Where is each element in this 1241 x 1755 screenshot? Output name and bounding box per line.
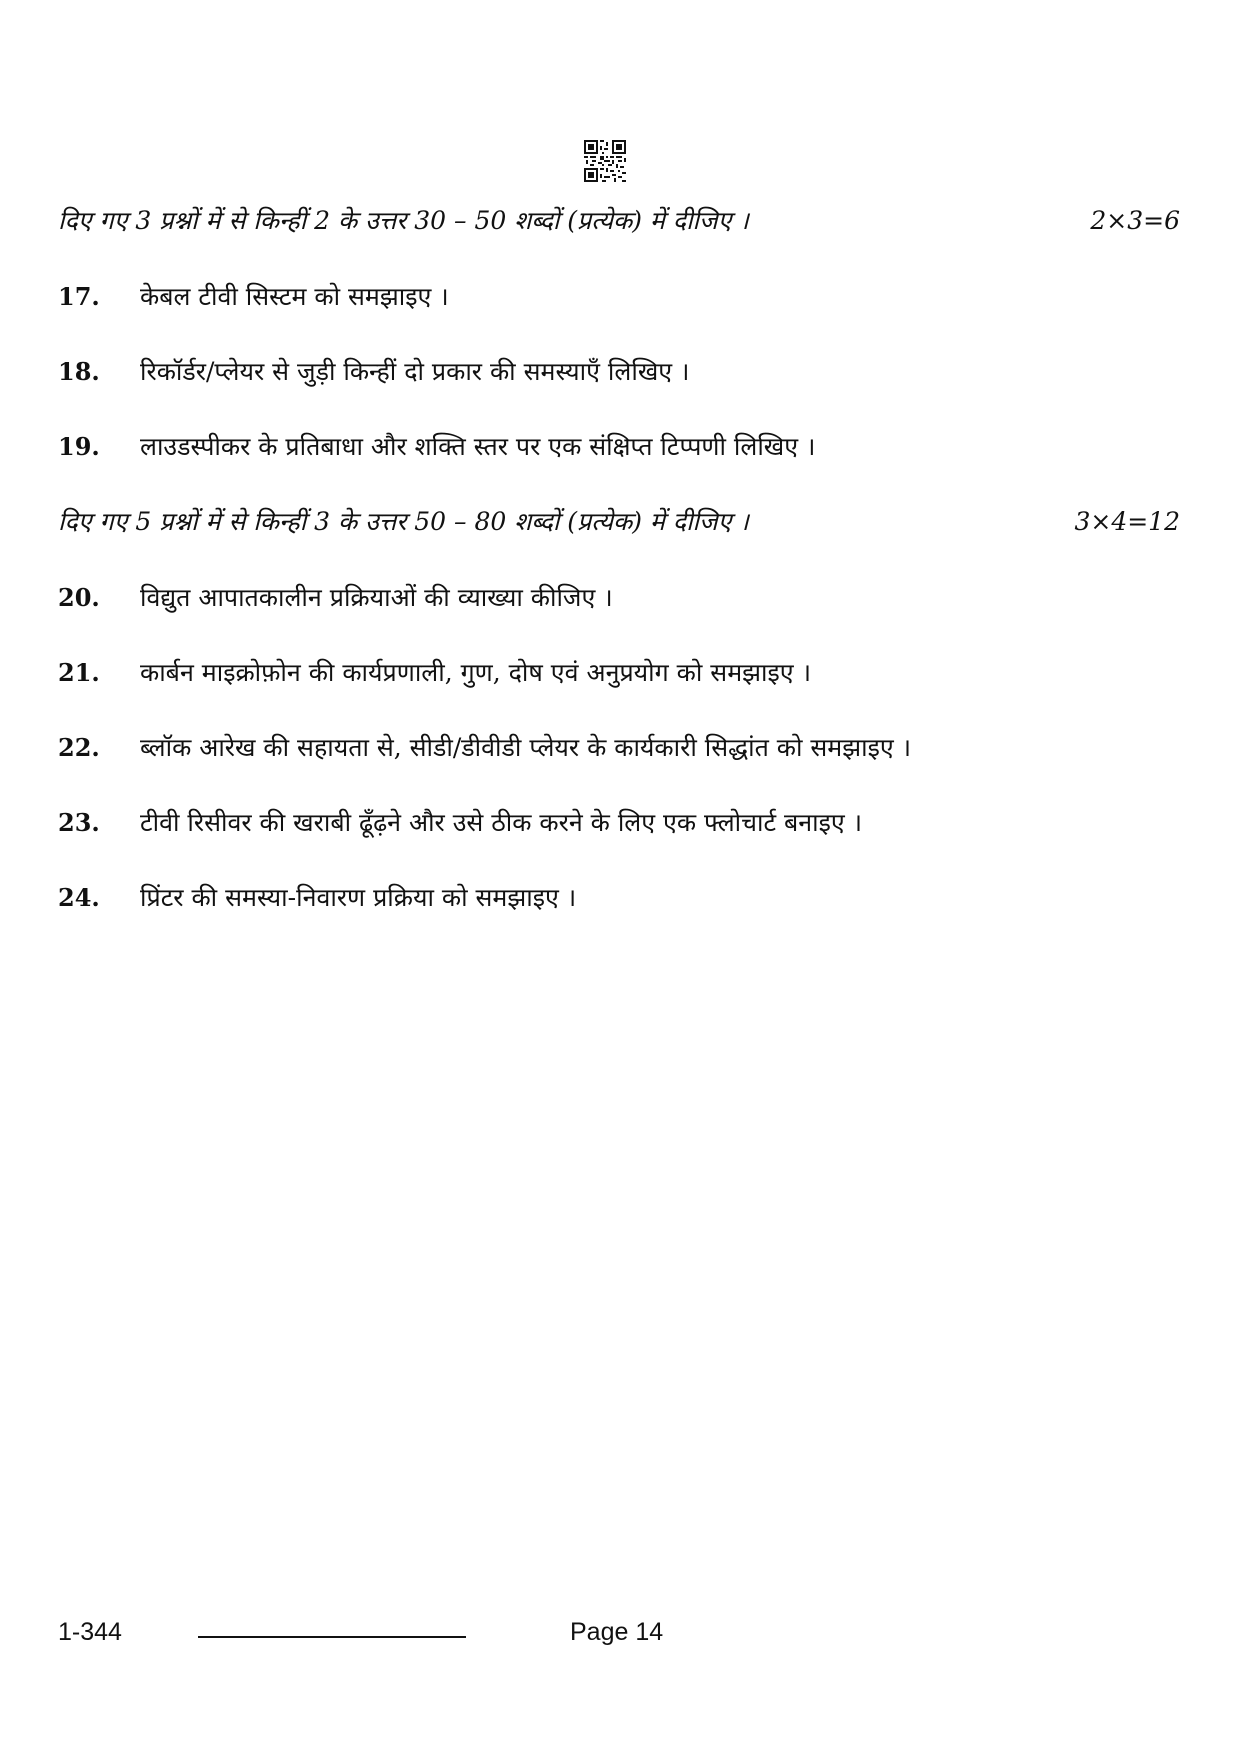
question-number: 22. (58, 732, 100, 762)
question-text: ब्लॉक आरेख की सहायता से, सीडी/डीवीडी प्लेयर के कार्यकारी सिद्धांत को समझाइए । (140, 733, 912, 762)
question-text: कार्बन माइक्रोफ़ोन की कार्यप्रणाली, गुण, दोष एवं अनुप्रयोग को समझाइए । (140, 658, 812, 687)
page-number: Page 14 (570, 1618, 664, 1646)
question-item (58, 875, 1180, 919)
question-number: 18. (58, 356, 100, 386)
question-text: टीवी रिसीवर की खराबी ढूँढ़ने और उसे ठीक करने के लिए एक फ्लोचार्ट बनाइए । (140, 808, 863, 837)
section-instruction-text: दिए गए 3 प्रश्नों में से किन्हीं 2 के उत्तर 30 – 50 शब्दों (प्रत्येक) में दीजिए । (58, 206, 749, 235)
question-item (58, 650, 1180, 694)
page-footer (58, 1618, 758, 1654)
question-text: प्रिंटर की समस्या-निवारण प्रक्रिया को समझाइए । (140, 883, 577, 912)
section-marks: 3×4=12 (1074, 506, 1180, 536)
question-number: 23. (58, 807, 100, 837)
question-item (58, 725, 1180, 769)
question-number: 21. (58, 657, 100, 687)
question-number: 24. (58, 882, 100, 912)
section-marks: 2×3=6 (1090, 205, 1180, 235)
question-number: 17. (58, 281, 100, 311)
section-instruction (58, 198, 1180, 242)
footer-rule (198, 1636, 466, 1638)
question-text: विद्युत आपातकालीन प्रक्रियाओं की व्याख्या कीजिए । (140, 583, 613, 612)
question-item (58, 575, 1180, 619)
section-instruction-text: दिए गए 5 प्रश्नों में से किन्हीं 3 के उत्तर 50 – 80 शब्दों (प्रत्येक) में दीजिए । (58, 507, 749, 536)
question-text: लाउडस्पीकर के प्रतिबाधा और शक्ति स्तर पर एक संक्षिप्त टिप्पणी लिखिए । (140, 432, 816, 461)
question-item (58, 424, 1180, 468)
qr-code (584, 140, 626, 182)
section-instruction (58, 499, 1180, 543)
question-item (58, 800, 1180, 844)
paper-code: 1-344 (58, 1618, 122, 1646)
question-number: 20. (58, 582, 100, 612)
question-number: 19. (58, 431, 100, 461)
question-text: रिकॉर्डर/प्लेयर से जुड़ी किन्हीं दो प्रकार की समस्याएँ लिखिए । (140, 357, 690, 386)
question-item (58, 349, 1180, 393)
question-item (58, 274, 1180, 318)
question-text: केबल टीवी सिस्टम को समझाइए । (140, 282, 449, 311)
